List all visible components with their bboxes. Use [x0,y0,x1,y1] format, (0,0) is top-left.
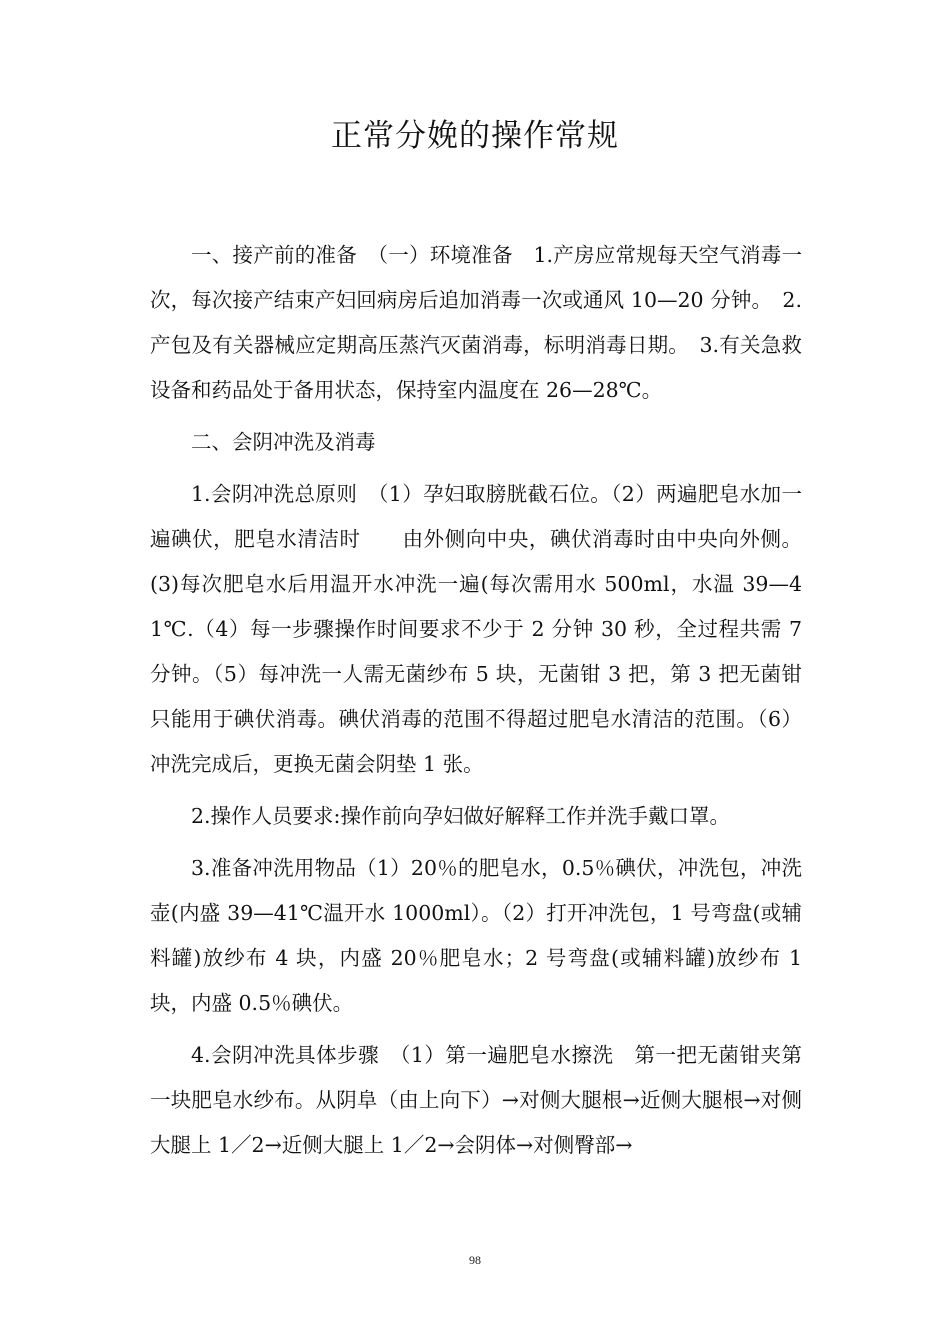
page-number: 98 [469,1253,481,1267]
paragraph-wash-principles: 1.会阴冲洗总原则 （1）孕妇取膀胱截石位。（2）两遍肥皂水加一遍碘伏，肥皂水清洁时 由外侧向中央，碘伏消毒时由中央向外侧。(3)每次肥皂水后用温开水冲洗一遍(每次需用水 500ml，水温 39—41℃.（4）每一步骤操作时间要求不少于 2 分钟 30 秒，全过程共需 7 分钟。（5）每冲洗一人需无菌纱布 5 块，无菌钳 3 把，第 3 把无菌钳只能用于碘伏消毒。碘伏消毒的范围不得超过肥皂水清洁的范围。（6）冲洗完成后，更换无菌会阴垫 1 张。 [150,482,809,776]
paragraph-wash-steps: 4.会阴冲洗具体步骤 （1）第一遍肥皂水擦洗 第一把无菌钳夹第一块肥皂水纱布。从阴阜（由上向下）→对侧大腿根→近侧大腿根→对侧大腿上 1／2→近侧大腿上 1／2→会阴体→对侧臀部→ [150,1043,802,1157]
paragraph-delivery-preparation: 一、接产前的准备 （一）环境准备 1.产房应常规每天空气消毒一次，每次接产结束产妇回病房后追加消毒一次或通风 10—20 分钟。 2.产包及有关器械应定期高压蒸汽灭菌消毒，标明消毒日期。 3.有关急救设备和药品处于备用状态，保持室内温度在 26—28℃。 [150,243,802,402]
paragraph-wash-supplies: 3.准备冲洗用物品（1）20％的肥皂水，0.5％碘伏，冲洗包，冲洗壶(内盛 39—41℃温开水 1000ml）。（2）打开冲洗包，1 号弯盘(或辅料罐)放纱布 4 块，内盛 20％肥皂水；2 号弯盘(或辅料罐)放纱布 1 块，内盛 0.5％碘伏。 [150,856,809,1015]
document-body [150,233,809,1175]
paragraph-staff-requirements: 2.操作人员要求:操作前向孕妇做好解释工作并洗手戴口罩。 [191,804,730,828]
document-title: 正常分娩的操作常规 [331,118,619,154]
section-heading-perineal-wash: 二、会阴冲洗及消毒 [191,430,376,454]
